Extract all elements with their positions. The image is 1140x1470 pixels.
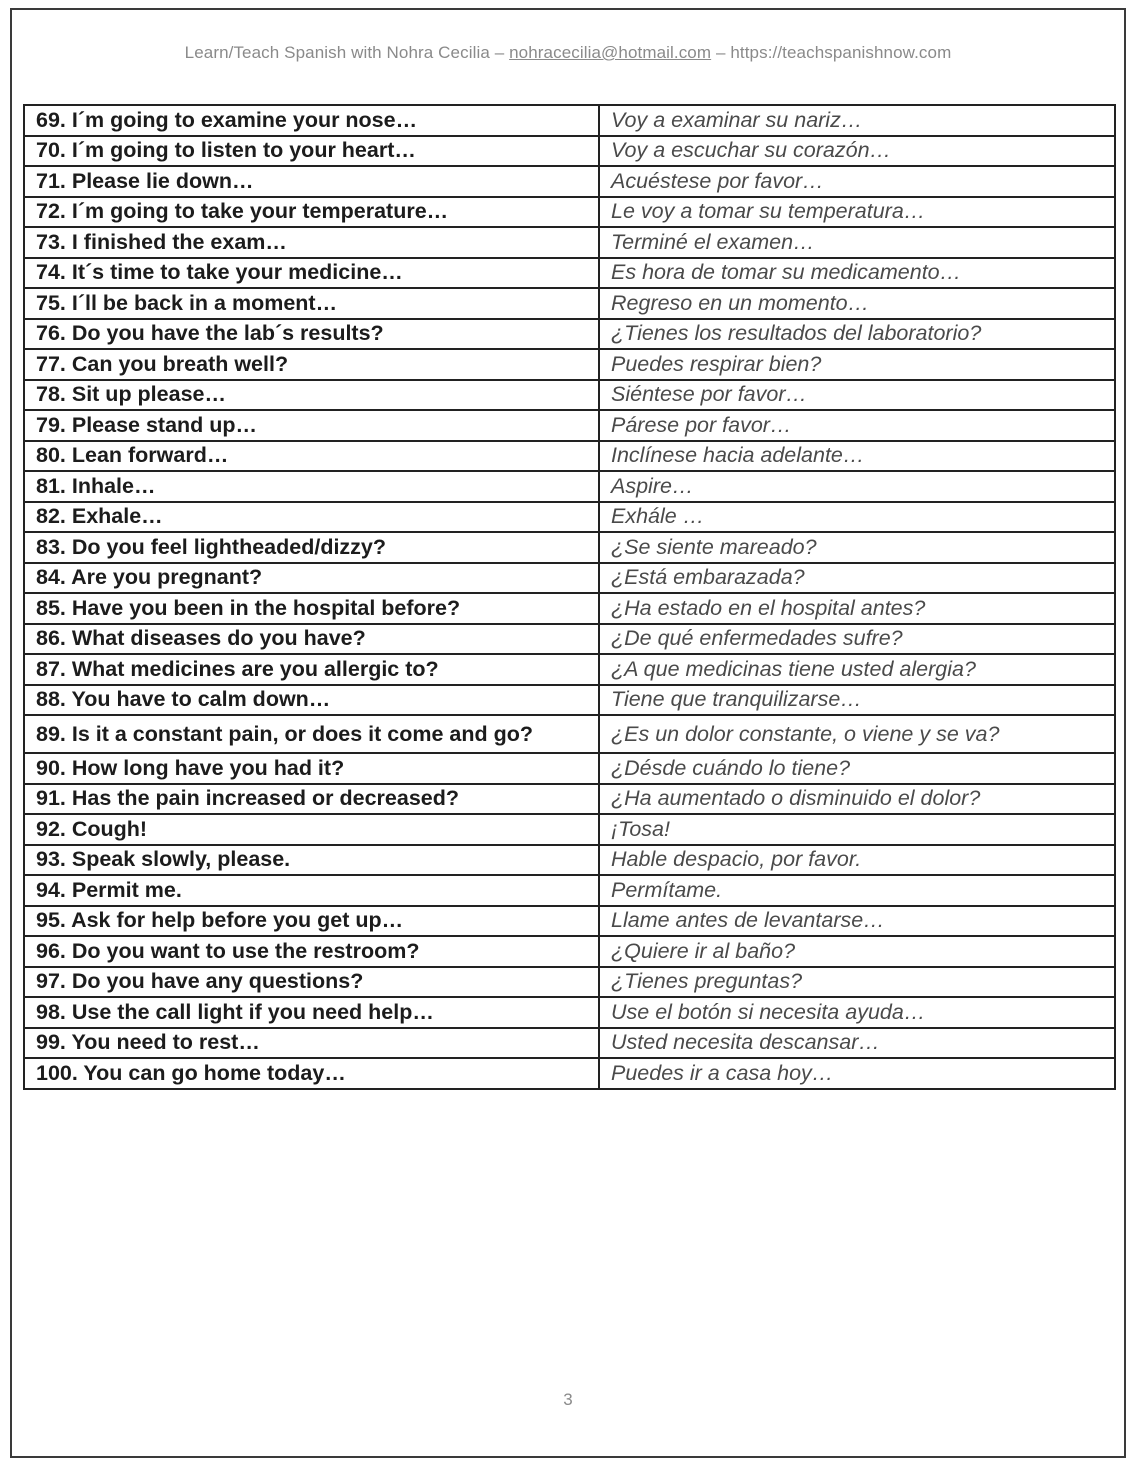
table-row bbox=[24, 1028, 1115, 1059]
table-row bbox=[24, 654, 1115, 685]
spanish-phrase: Exhále … bbox=[599, 502, 1115, 533]
table-row bbox=[24, 715, 1115, 753]
spanish-phrase: ¿Se siente mareado? bbox=[599, 532, 1115, 563]
english-phrase: 93. Speak slowly, please. bbox=[24, 845, 599, 876]
english-phrase: 80. Lean forward… bbox=[24, 441, 599, 472]
document-page bbox=[10, 8, 1126, 1458]
table-row bbox=[24, 967, 1115, 998]
english-phrase: 91. Has the pain increased or decreased? bbox=[24, 784, 599, 815]
english-phrase: 84. Are you pregnant? bbox=[24, 563, 599, 594]
spanish-phrase: Siéntese por favor… bbox=[599, 380, 1115, 411]
table-row bbox=[24, 845, 1115, 876]
table-row bbox=[24, 227, 1115, 258]
table-row bbox=[24, 319, 1115, 350]
spanish-phrase: Voy a escuchar su corazón… bbox=[599, 136, 1115, 167]
spanish-phrase: ¿De qué enfermedades sufre? bbox=[599, 624, 1115, 655]
english-phrase: 85. Have you been in the hospital before? bbox=[24, 593, 599, 624]
spanish-phrase: Puedes ir a casa hoy… bbox=[599, 1058, 1115, 1089]
spanish-phrase: ¿Ha estado en el hospital antes? bbox=[599, 593, 1115, 624]
table-row bbox=[24, 593, 1115, 624]
table-row bbox=[24, 502, 1115, 533]
spanish-phrase: Aspire… bbox=[599, 471, 1115, 502]
table-row bbox=[24, 814, 1115, 845]
table-row bbox=[24, 258, 1115, 289]
spanish-phrase: ¿Tienes preguntas? bbox=[599, 967, 1115, 998]
english-phrase: 96. Do you want to use the restroom? bbox=[24, 936, 599, 967]
english-phrase: 78. Sit up please… bbox=[24, 380, 599, 411]
table-row bbox=[24, 936, 1115, 967]
table-row bbox=[24, 906, 1115, 937]
english-phrase: 75. I´ll be back in a moment… bbox=[24, 288, 599, 319]
table-row bbox=[24, 410, 1115, 441]
table-row bbox=[24, 685, 1115, 716]
spanish-phrase: Usted necesita descansar… bbox=[599, 1028, 1115, 1059]
spanish-phrase: Voy a examinar su nariz… bbox=[599, 105, 1115, 136]
table-row bbox=[24, 624, 1115, 655]
english-phrase: 81. Inhale… bbox=[24, 471, 599, 502]
spanish-phrase: ¿Désde cuándo lo tiene? bbox=[599, 753, 1115, 784]
english-phrase: 71. Please lie down… bbox=[24, 166, 599, 197]
table-row bbox=[24, 441, 1115, 472]
table-row bbox=[24, 288, 1115, 319]
spanish-phrase: Acuéstese por favor… bbox=[599, 166, 1115, 197]
spanish-phrase: Regreso en un momento… bbox=[599, 288, 1115, 319]
spanish-phrase: Hable despacio, por favor. bbox=[599, 845, 1115, 876]
header-prefix: Learn/Teach Spanish with Nohra Cecilia – bbox=[184, 43, 510, 62]
spanish-phrase: Permítame. bbox=[599, 875, 1115, 906]
english-phrase: 94. Permit me. bbox=[24, 875, 599, 906]
page-header bbox=[12, 43, 1124, 63]
phrase-table-body bbox=[24, 105, 1115, 1089]
table-row bbox=[24, 875, 1115, 906]
english-phrase: 73. I finished the exam… bbox=[24, 227, 599, 258]
table-row bbox=[24, 166, 1115, 197]
table-row bbox=[24, 1058, 1115, 1089]
spanish-phrase: Use el botón si necesita ayuda… bbox=[599, 997, 1115, 1028]
table-row bbox=[24, 997, 1115, 1028]
english-phrase: 100. You can go home today… bbox=[24, 1058, 599, 1089]
table-row bbox=[24, 380, 1115, 411]
english-phrase: 83. Do you feel lightheaded/dizzy? bbox=[24, 532, 599, 563]
english-phrase: 90. How long have you had it? bbox=[24, 753, 599, 784]
table-row bbox=[24, 784, 1115, 815]
english-phrase: 87. What medicines are you allergic to? bbox=[24, 654, 599, 685]
table-row bbox=[24, 105, 1115, 136]
spanish-phrase: ¿Quiere ir al baño? bbox=[599, 936, 1115, 967]
spanish-phrase: ¿Es un dolor constante, o viene y se va? bbox=[599, 715, 1115, 753]
spanish-phrase: Llame antes de levantarse… bbox=[599, 906, 1115, 937]
spanish-phrase: Puedes respirar bien? bbox=[599, 349, 1115, 380]
english-phrase: 69. I´m going to examine your nose… bbox=[24, 105, 599, 136]
spanish-phrase: Es hora de tomar su medicamento… bbox=[599, 258, 1115, 289]
spanish-phrase: Terminé el examen… bbox=[599, 227, 1115, 258]
header-email-link[interactable]: nohracecilia@hotmail.com bbox=[509, 43, 712, 62]
table-row bbox=[24, 563, 1115, 594]
phrase-table bbox=[23, 104, 1116, 1090]
english-phrase: 74. It´s time to take your medicine… bbox=[24, 258, 599, 289]
table-row bbox=[24, 197, 1115, 228]
english-phrase: 70. I´m going to listen to your heart… bbox=[24, 136, 599, 167]
english-phrase: 98. Use the call light if you need help… bbox=[24, 997, 599, 1028]
spanish-phrase: ¿Tienes los resultados del laboratorio? bbox=[599, 319, 1115, 350]
header-suffix: – https://teachspanishnow.com bbox=[711, 43, 952, 62]
table-row bbox=[24, 532, 1115, 563]
english-phrase: 92. Cough! bbox=[24, 814, 599, 845]
spanish-phrase: ¿Ha aumentado o disminuido el dolor? bbox=[599, 784, 1115, 815]
table-row bbox=[24, 349, 1115, 380]
spanish-phrase: ¿A que medicinas tiene usted alergia? bbox=[599, 654, 1115, 685]
spanish-phrase: ¿Está embarazada? bbox=[599, 563, 1115, 594]
page-number: 3 bbox=[563, 1390, 573, 1409]
spanish-phrase: Párese por favor… bbox=[599, 410, 1115, 441]
spanish-phrase: Tiene que tranquilizarse… bbox=[599, 685, 1115, 716]
english-phrase: 82. Exhale… bbox=[24, 502, 599, 533]
english-phrase: 76. Do you have the lab´s results? bbox=[24, 319, 599, 350]
english-phrase: 79. Please stand up… bbox=[24, 410, 599, 441]
english-phrase: 88. You have to calm down… bbox=[24, 685, 599, 716]
spanish-phrase: Inclínese hacia adelante… bbox=[599, 441, 1115, 472]
english-phrase: 97. Do you have any questions? bbox=[24, 967, 599, 998]
english-phrase: 89. Is it a constant pain, or does it come and go? bbox=[24, 715, 599, 753]
english-phrase: 86. What diseases do you have? bbox=[24, 624, 599, 655]
english-phrase: 77. Can you breath well? bbox=[24, 349, 599, 380]
table-row bbox=[24, 136, 1115, 167]
table-row bbox=[24, 753, 1115, 784]
english-phrase: 99. You need to rest… bbox=[24, 1028, 599, 1059]
spanish-phrase: ¡Tosa! bbox=[599, 814, 1115, 845]
table-row bbox=[24, 471, 1115, 502]
english-phrase: 72. I´m going to take your temperature… bbox=[24, 197, 599, 228]
spanish-phrase: Le voy a tomar su temperatura… bbox=[599, 197, 1115, 228]
english-phrase: 95. Ask for help before you get up… bbox=[24, 906, 599, 937]
